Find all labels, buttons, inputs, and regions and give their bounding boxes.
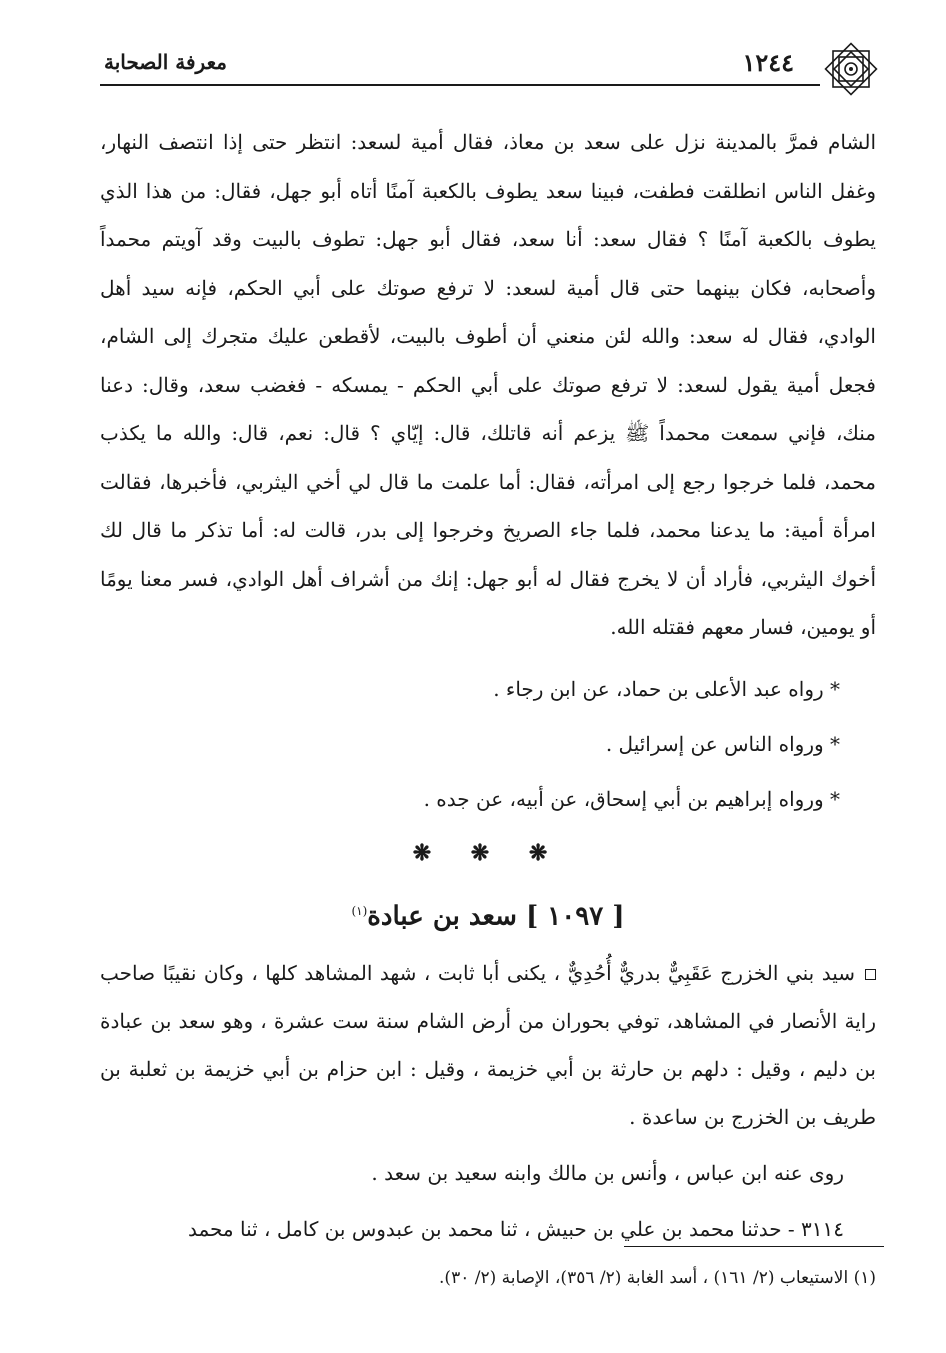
- narration-list: [100, 662, 876, 827]
- section-heading-text: [ ١٠٩٧ ] سعد بن عبادة: [367, 901, 625, 932]
- paragraph-narrative: الشام فمرَّ بالمدينة نزل على سعد بن معاذ، فقال أمية لسعد: انتظر حتى إذا انتصف النهار، وغفل الناس انطلقت فطفت، فبينا سعد يطوف بالكعبة آمنًا أتاه أبو جهل، فقال: من هذا الذي يطوف بالكعبة آمنًا ؟ فقال سعد: أنا سعد، فقال أبو جهل: تطوف بالبيت وقد آويتم محمداً وأصحابه، فكان بينهما حتى قال أمية لسعد: لا ترفع صوتك على أبي الحكم، فإنه سيد أهل الوادي، فقال له سعد: والله لئن منعني أن أطوف بالبيت، لأقطعن عليك متجرك إلى الشام، فجعل أمية يقول لسعد: لا ترفع صوتك على أبي الحكم - يمسكه - فغضب سعد، وقال: دعنا منك، فإني سمعت محمداً ﷺ يزعم أنه قاتلك، قال: إيّاي ؟ قال: نعم، قال: والله ما يكذب محمد، فلما خرجوا رجع إلى امرأته، فقال: أما علمت ما قال لي أخي اليثربي، فأخبرها، فقالت امرأة أمية: ما يدعنا محمد، فلما جاء الصريخ وخرجوا إلى بدر، قالت له: أما تذكر ما قال لك أخوك اليثربي، فأراد أن لا يخرج فقال له أبو جهل: إنك من أشراف أهل الوادي، فسر معنا يومًا أو يومين، فسار معهم فقتله الله.: [100, 130, 876, 639]
- main-text: [100, 118, 876, 1253]
- paragraph-biography-text: سيد بني الخزرج عَقَبِيٌّ بدريٌّ أُحُدِيٌّ ، يكنى أبا ثابت ، شهد المشاهد كلها ، وكان نقيبًا صاحب راية الأنصار في المشاهد، توفي بحوران من أرض الشام سنة ست عشرة ، وهو سعد بن عبادة بن دليم ، وقيل : دلهم بن حارثة بن أبي خزيمة ، وقيل : ابن حزام بن أبي خزيمة بن ثعلبة بن طريف بن الخزرج بن ساعدة .: [100, 960, 876, 1129]
- page-number: ١٢٤٤: [742, 48, 794, 77]
- square-bullet-icon: [865, 969, 876, 980]
- paragraph-narrators: روى عنه ابن عباس ، وأنس بن مالك وابنه سعيد بن سعد .: [371, 1160, 844, 1185]
- paragraph-biography: [100, 949, 876, 1141]
- narration-item: * ورواه الناس عن إسرائيل .: [605, 731, 840, 756]
- narration-item: * ورواه إبراهيم بن أبي إسحاق، عن أبيه، عن جده .: [423, 786, 840, 811]
- narration-item: * رواه عبد الأعلى بن حماد، عن ابن رجاء .: [493, 676, 840, 701]
- book-title: معرفة الصحابة: [104, 50, 227, 74]
- section-heading: [100, 889, 876, 933]
- paragraph-hadith-chain: ٣١١٤ - حدثنا محمد بن علي بن حبيش ، ثنا محمد بن عبدوس بن كامل ، ثنا محمد: [187, 1216, 844, 1241]
- header-rule: [100, 84, 820, 86]
- section-divider-stars: ❋ ❋ ❋: [412, 839, 564, 866]
- footnote-rule: [624, 1246, 884, 1247]
- octagram-ornament-icon: [822, 40, 880, 98]
- page-header: [100, 40, 880, 90]
- footnote-marker: (١): [351, 903, 368, 918]
- footnote: (١) الاستيعاب (٢/ ١٦١) ، أسد الغابة (٢/ ٣٥٦)، الإصابة (٢/ ٣٠).: [439, 1268, 876, 1288]
